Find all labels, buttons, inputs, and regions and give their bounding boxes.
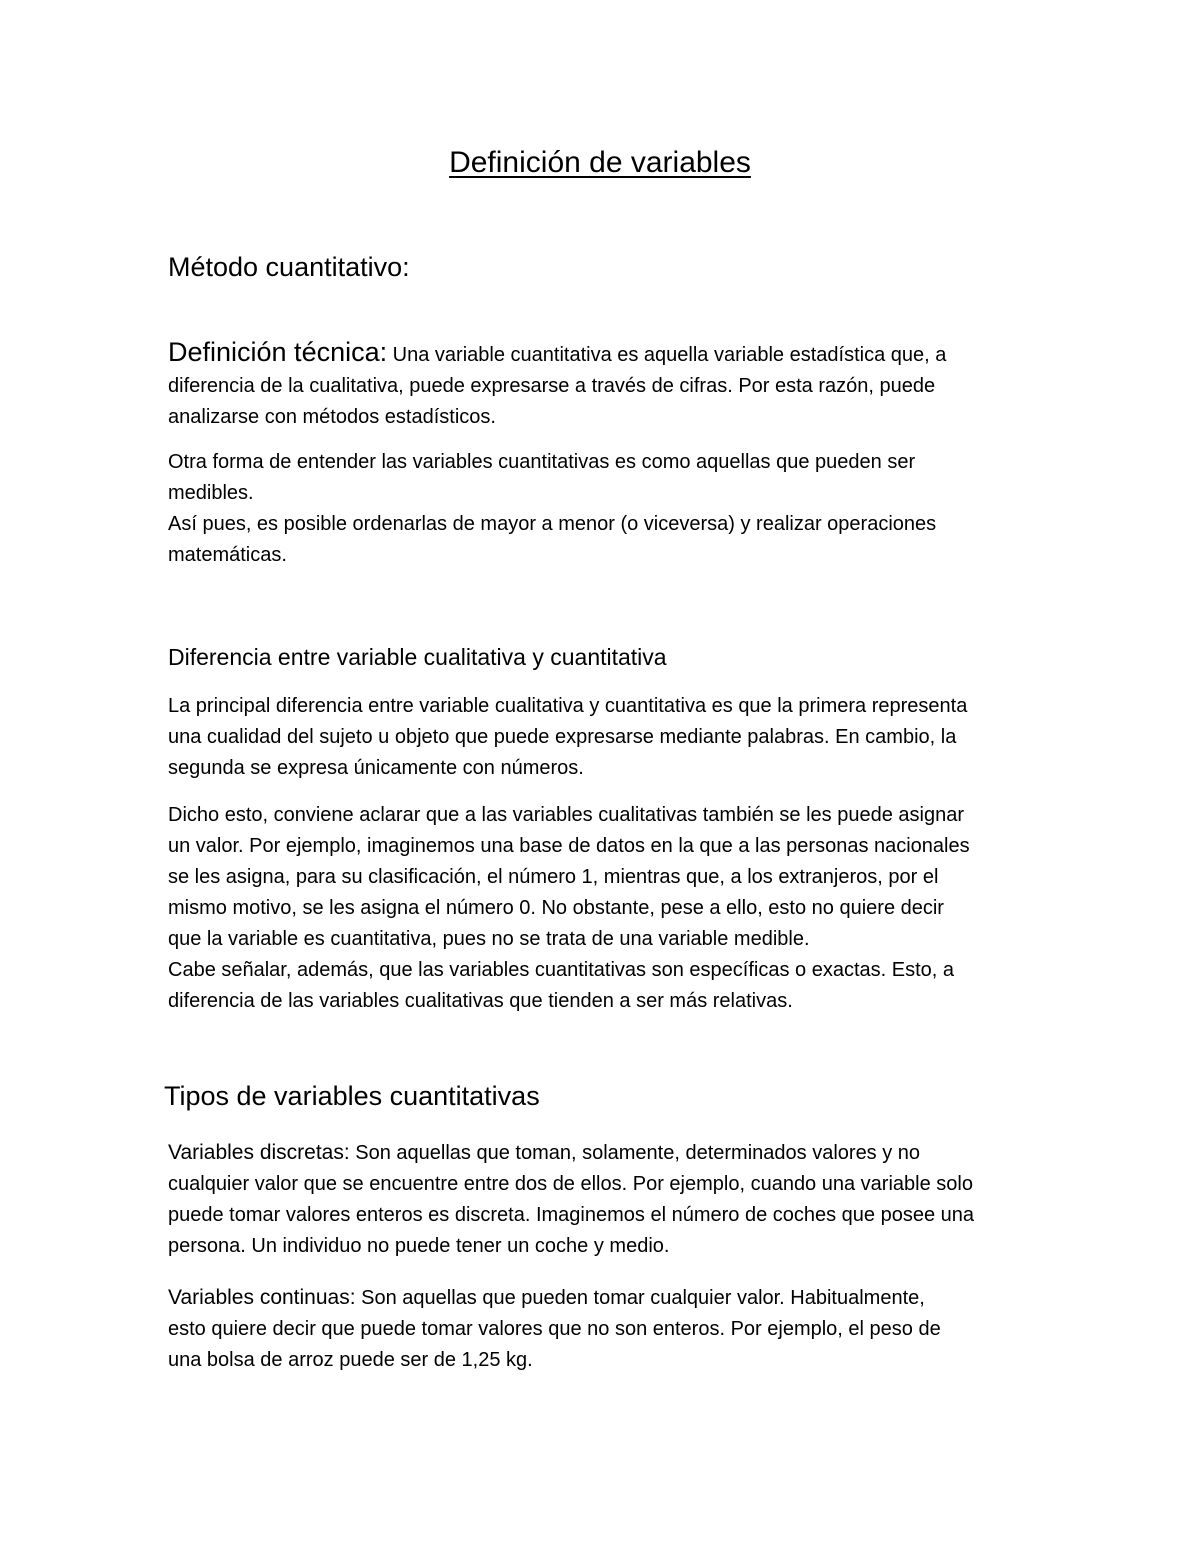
difference-paragraph-1: [168, 691, 1048, 784]
definition-paragraph: [168, 337, 1048, 433]
definition-line-1: Una variable cuantitativa es aquella variable estadística que, a: [387, 344, 947, 366]
continuous-line-3: una bolsa de arroz puede ser de 1,25 kg.: [168, 1349, 533, 1371]
continuous-line-1: Son aquellas que pueden tomar cualquier valor. Habitualmente,: [355, 1287, 925, 1309]
discrete-paragraph: [168, 1137, 1048, 1262]
difference-p2-line-2: un valor. Por ejemplo, imaginemos una base de datos en la que a las personas nacionales: [168, 835, 970, 857]
types-heading: Tipos de variables cuantitativas: [164, 1081, 540, 1111]
difference-p2-line-4: mismo motivo, se les asigna el número 0. No obstante, pese a ello, esto no quiere decir: [168, 897, 944, 919]
document-title: Definición de variables: [449, 146, 751, 179]
discrete-line-1: Son aquellas que toman, solamente, determinados valores y no: [349, 1142, 921, 1164]
other-form-line-1: Otra forma de entender las variables cuantitativas es como aquellas que pueden ser: [168, 451, 916, 473]
discrete-line-3: puede tomar valores enteros es discreta. Imaginemos el número de coches que posee una: [168, 1204, 975, 1226]
continuous-term: Variables continuas:: [168, 1286, 356, 1309]
discrete-line-2: cualquier valor que se encuentre entre dos de ellos. Por ejemplo, cuando una variable solo: [168, 1173, 973, 1195]
difference-paragraph-2: [168, 800, 1048, 1017]
continuous-paragraph: [168, 1282, 1048, 1376]
definition-line-3: analizarse con métodos estadísticos.: [168, 406, 496, 428]
other-form-line-2: medibles.: [168, 482, 254, 504]
method-heading: Método cuantitativo:: [168, 252, 410, 282]
other-form-line-4: matemáticas.: [168, 544, 287, 566]
difference-p1-line-2: una cualidad del sujeto u objeto que puede expresarse mediante palabras. En cambio, la: [168, 726, 957, 748]
difference-p2-line-7: diferencia de las variables cualitativas que tienden a ser más relativas.: [168, 990, 793, 1012]
discrete-term: Variables discretas:: [168, 1141, 350, 1164]
difference-p1-line-3: segunda se expresa únicamente con números.: [168, 757, 584, 779]
difference-heading: Diferencia entre variable cualitativa y cuantitativa: [168, 644, 667, 670]
difference-p2-line-1: Dicho esto, conviene aclarar que a las variables cualitativas también se les puede asignar: [168, 804, 965, 826]
other-form-paragraph: [168, 447, 1048, 571]
difference-p1-line-1: La principal diferencia entre variable cualitativa y cuantitativa es que la primera representa: [168, 695, 968, 717]
difference-p2-line-3: se les asigna, para su clasificación, el número 1, mientras que, a los extranjeros, por el: [168, 866, 939, 888]
definition-line-2: diferencia de la cualitativa, puede expresarse a través de cifras. Por esta razón, puede: [168, 375, 936, 397]
continuous-line-2: esto quiere decir que puede tomar valores que no son enteros. Por ejemplo, el peso de: [168, 1318, 941, 1340]
discrete-line-4: persona. Un individuo no puede tener un coche y medio.: [168, 1235, 670, 1257]
definition-term: Definición técnica:: [168, 337, 388, 367]
other-form-line-3: Así pues, es posible ordenarlas de mayor a menor (o viceversa) y realizar operaciones: [168, 513, 937, 535]
difference-p2-line-5: que la variable es cuantitativa, pues no se trata de una variable medible.: [168, 928, 810, 950]
difference-p2-line-6: Cabe señalar, además, que las variables cuantitativas son específicas o exactas. Esto, a: [168, 959, 954, 981]
